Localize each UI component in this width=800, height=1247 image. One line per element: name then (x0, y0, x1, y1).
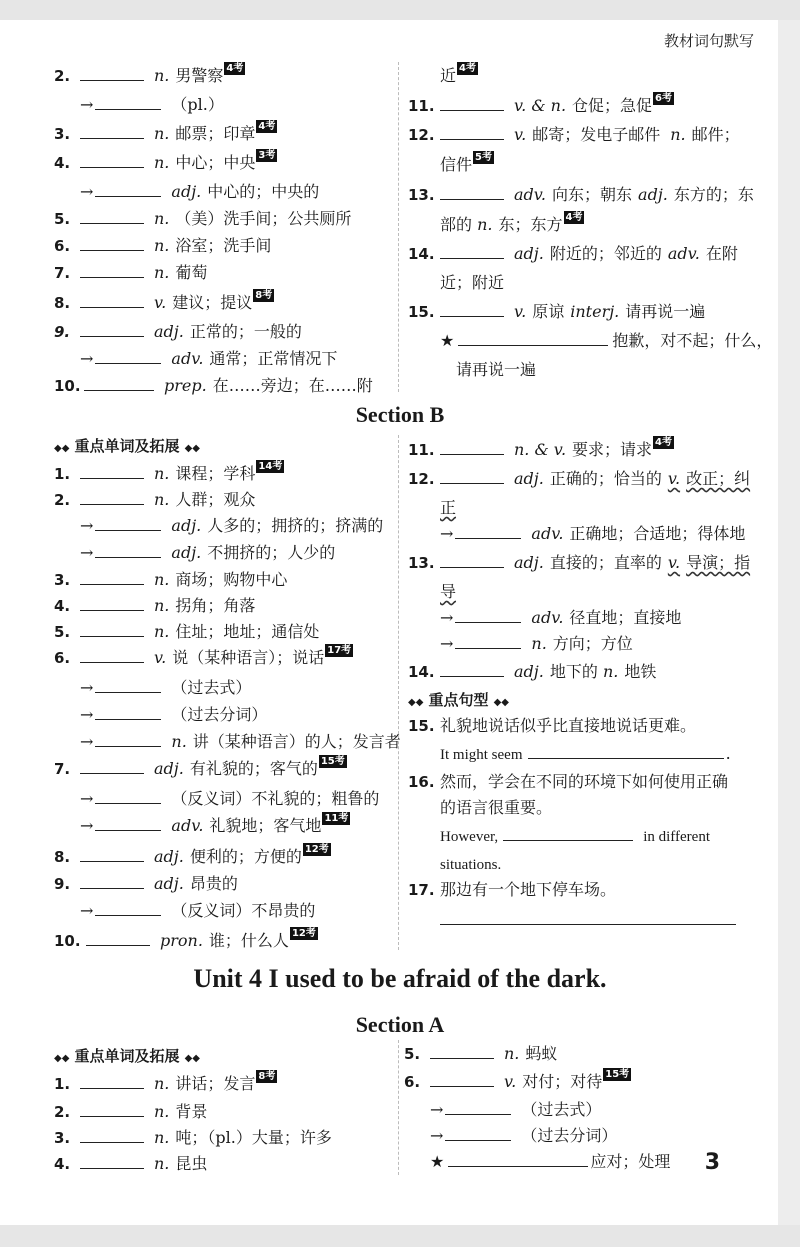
vocab-item: 8. adj. 便利的；方便的 12考 (54, 844, 329, 866)
answer-blank[interactable] (458, 327, 608, 346)
vocab-item: 1. n. 讲话；发言 8考 (54, 1071, 276, 1093)
answer-blank[interactable] (448, 1148, 588, 1167)
vocab-continuation: 近；附近 (440, 273, 505, 292)
exam-count-badge: 14考 (258, 461, 283, 472)
answer-blank[interactable] (95, 674, 161, 693)
answer-blank[interactable] (95, 728, 161, 747)
vocab-phrase: ★ 应对；处理 (404, 1148, 744, 1174)
vocab-derivative: → adj. 中心的；中央的 (54, 178, 394, 205)
sectionB-left-column (54, 432, 401, 957)
vocab-item: 14. adj. 附近的；邻近的 adv. 在附 (408, 240, 748, 269)
answer-blank[interactable] (95, 539, 161, 558)
star-icon: ★ (430, 1152, 445, 1171)
vocab-item: 7. n. 葡萄 (54, 259, 394, 289)
answer-blank[interactable] (445, 1122, 511, 1141)
answer-blank[interactable] (86, 927, 150, 946)
answer-blank[interactable] (440, 298, 504, 317)
vocab-item: 13. adj. 直接的；直率的 v. 导演；指 (408, 549, 748, 578)
answer-blank[interactable] (503, 822, 633, 841)
vocab-derivative: → （反义词）不昂贵的 (54, 897, 394, 927)
sentence-answer-line: However, in different (408, 822, 748, 850)
answer-blank[interactable] (80, 870, 144, 889)
vocab-item: 14. adj. 地下的 n. 地铁 (408, 658, 748, 686)
answer-blank[interactable] (440, 549, 504, 568)
answer-blank[interactable] (445, 1096, 511, 1115)
answer-blank[interactable] (95, 897, 161, 916)
answer-blank[interactable] (80, 289, 144, 308)
vocab-item: 10. pron. 谁；什么人 12考 (54, 928, 316, 950)
exam-count-badge: 5考 (475, 152, 492, 163)
diamond-bullet-icon: ◆◆ (184, 1053, 200, 1064)
vocab-item: 2. n. 人群；观众 (54, 486, 394, 512)
exam-count-badge: 4考 (655, 437, 673, 448)
vocab-derivative: → （过去式） (404, 1096, 744, 1122)
answer-blank[interactable] (430, 1068, 494, 1087)
vocab-continuation: 近 4考 (440, 63, 476, 85)
answer-blank[interactable] (80, 1124, 144, 1143)
answer-blank[interactable] (95, 512, 161, 531)
vocab-continuation: 请再说一遍 (456, 360, 537, 379)
vocab-continuation: 正 (440, 498, 457, 517)
bottom-margin-band (0, 1225, 800, 1247)
answer-blank[interactable] (80, 1070, 144, 1089)
exam-count-badge: 4考 (565, 212, 583, 223)
sectionA-left-column (54, 62, 394, 401)
diamond-bullet-icon: ◆◆ (493, 697, 509, 708)
section-a-title: Section A (355, 1012, 445, 1037)
page-number: 3 (704, 1150, 720, 1175)
answer-blank[interactable] (440, 436, 504, 455)
vocab-item: 3. n. 邮票；印章 4考 (54, 121, 276, 143)
answer-blank[interactable] (84, 372, 154, 391)
sentence-item: 17. 那边有一个地下停车场。 (408, 880, 617, 899)
answer-blank[interactable] (80, 618, 144, 637)
answer-blank[interactable] (80, 843, 144, 862)
answer-blank[interactable] (95, 701, 161, 720)
diamond-bullet-icon: ◆◆ (408, 697, 424, 708)
unit4-left-column (54, 1042, 394, 1176)
vocab-item: 5. n. （美）洗手间；公共厕所 (54, 205, 394, 232)
vocab-item: 9. adj. 正常的；一般的 (54, 318, 394, 345)
vocab-derivative: → （反义词）不礼貌的；粗鲁的 (54, 785, 394, 812)
answer-blank[interactable] (80, 644, 144, 663)
vocab-derivative: → adv. 通常；正常情况下 (54, 345, 394, 372)
vocab-continuation: 信件 5考 (440, 152, 492, 174)
exam-count-badge: 17考 (327, 645, 352, 656)
answer-blank[interactable] (80, 1150, 144, 1169)
answer-blank[interactable] (440, 465, 504, 484)
exam-count-badge: 4考 (459, 63, 476, 74)
vocab-derivative: → n. 方向；方位 (408, 630, 748, 658)
answer-blank[interactable] (80, 149, 144, 168)
exam-count-badge: 8考 (255, 290, 273, 301)
answer-blank[interactable] (95, 178, 161, 197)
answer-blank[interactable] (95, 785, 161, 804)
vocab-item: 11. v. & n. 仓促；急促 6考 (408, 93, 673, 115)
vocab-derivative: → （过去分词） (54, 701, 394, 728)
answer-blank[interactable] (430, 1040, 494, 1059)
vocab-item: 2. n. 背景 (54, 1098, 394, 1124)
answer-blank[interactable] (80, 232, 144, 251)
diamond-bullet-icon: ◆◆ (54, 1053, 70, 1064)
answer-blank[interactable] (95, 812, 161, 831)
vocab-section-heading: ◆◆ 重点单词及拓展 ◆◆ (54, 1047, 200, 1065)
diamond-bullet-icon: ◆◆ (54, 443, 70, 454)
exam-count-badge: 8考 (258, 1071, 276, 1082)
vocab-derivative: → n. 讲（某种语言）的人；发言者 (54, 728, 394, 755)
section-b-title: Section B (355, 402, 445, 427)
exam-count-badge: 3考 (258, 150, 276, 161)
answer-blank[interactable] (455, 604, 521, 623)
vocab-item: 13. adv. 向东；朝东 adj. 东方的；东 (408, 181, 748, 211)
exam-count-badge: 4考 (226, 63, 244, 74)
sentence-section-heading: ◆◆ 重点句型 ◆◆ (408, 691, 509, 709)
vocab-item: 3. n. 商场；购物中心 (54, 566, 394, 592)
answer-blank[interactable] (528, 740, 724, 759)
sentence-item: 16. 然而，学会在不同的环境下如何使用正确 (408, 772, 729, 791)
vocab-derivative: → adj. 人多的；拥挤的；挤满的 (54, 512, 394, 539)
vocab-item: 6. n. 浴室；洗手间 (54, 232, 394, 259)
vocab-item: 6. v. 对付；对待 15考 (404, 1069, 630, 1091)
vocab-continuation: 导 (440, 582, 457, 601)
vocab-item: 12. adj. 正确的；恰当的 v. 改正；纠 (408, 465, 748, 494)
vocab-item: 7. adj. 有礼貌的；客气的 15考 (54, 756, 345, 778)
sectionA-right-column (408, 62, 773, 385)
answer-blank[interactable] (80, 592, 144, 611)
vocab-item: 4. n. 拐角；角落 (54, 592, 394, 618)
vocab-derivative: → （pl.） (54, 91, 394, 120)
diamond-bullet-icon: ◆◆ (184, 443, 200, 454)
exam-count-badge: 12考 (304, 844, 329, 855)
vocab-derivative: → adv. 正确地；合适地；得体地 (408, 520, 748, 549)
side-margin-band (778, 20, 800, 1225)
vocab-item: 4. n. 中心；中央 3考 (54, 150, 276, 172)
unit-title: Unit 4 I used to be afraid of the dark. (193, 964, 607, 993)
answer-blank[interactable] (80, 566, 144, 585)
vocab-item: 8. v. 建议；提议 8考 (54, 290, 273, 312)
exam-count-badge: 4考 (258, 121, 276, 132)
answer-blank[interactable] (440, 240, 504, 259)
answer-blank[interactable] (80, 205, 144, 224)
exam-count-badge: 15考 (320, 756, 345, 767)
answer-blank[interactable] (80, 259, 144, 278)
answer-blank[interactable] (80, 318, 144, 337)
exam-count-badge: 6考 (655, 93, 673, 104)
answer-blank[interactable] (455, 520, 521, 539)
column-divider (398, 435, 400, 950)
sentence-answer-line (408, 906, 748, 934)
vocab-derivative: → （过去分词） (404, 1122, 744, 1148)
column-divider (398, 62, 400, 392)
answer-blank[interactable] (440, 92, 504, 111)
answer-blank[interactable] (95, 91, 161, 110)
vocab-item: 10. prep. 在……旁边；在……附 (54, 372, 394, 401)
answer-blank[interactable] (80, 1098, 144, 1117)
sentence-continuation: 的语言很重要。 (440, 798, 553, 817)
vocab-phrase: ★ 抱歉，对不起；什么， (408, 327, 748, 356)
vocab-derivative: → adv. 礼貌地；客气地 11考 (80, 813, 349, 835)
answer-blank[interactable] (440, 658, 504, 677)
exam-count-badge: 12考 (291, 928, 316, 939)
answer-blank[interactable] (440, 181, 504, 200)
answer-blank[interactable] (80, 486, 144, 505)
star-icon: ★ (440, 331, 455, 350)
answer-blank[interactable] (455, 630, 521, 649)
unit4-right-column (404, 1040, 744, 1174)
vocab-section-heading: ◆◆ 重点单词及拓展 ◆◆ (54, 437, 200, 455)
sentence-answer-line: It might seem . (408, 740, 748, 768)
vocab-item: 5. n. 住址；地址；通信处 (54, 618, 394, 644)
vocab-item: 5. n. 蚂蚁 (404, 1040, 744, 1068)
answer-blank[interactable] (440, 121, 504, 140)
top-margin-band (0, 0, 800, 20)
vocab-item: 15. v. 原谅 interj. 请再说一遍 (408, 298, 748, 327)
vocab-derivative: → adj. 不拥挤的；人少的 (54, 539, 394, 566)
answer-blank[interactable] (80, 62, 144, 81)
sectionB-right-column (408, 436, 751, 934)
exam-count-badge: 11考 (324, 813, 349, 824)
column-divider (398, 1040, 400, 1175)
answer-blank[interactable] (80, 460, 144, 479)
sentence-item: 15. 礼貌地说话似乎比直接地说话更难。 (408, 716, 697, 735)
answer-blank[interactable] (80, 120, 144, 139)
vocab-item: 1. n. 课程；学科 14考 (54, 461, 283, 483)
exam-count-badge: 15考 (605, 1069, 630, 1080)
vocab-item: 12. v. 邮寄；发电子邮件 n. 邮件； (408, 121, 748, 151)
vocab-item: 6. v. 说（某种语言）；说话 17考 (54, 645, 352, 667)
vocab-item: 11. n. & v. 要求；请求 4考 (408, 437, 673, 459)
vocab-continuation: 部的 n. 东；东方 4考 (440, 212, 583, 234)
vocab-derivative: → （过去式） (54, 674, 394, 701)
vocab-item: 2. n. 男警察 4考 (54, 63, 244, 85)
answer-blank[interactable] (95, 345, 161, 364)
header-tag: 教材词句默写 (663, 32, 754, 50)
vocab-item: 9. adj. 昂贵的 (54, 870, 394, 897)
vocab-item: 4. n. 昆虫 (54, 1150, 394, 1176)
vocab-item: 3. n. 吨；（pl.）大量；许多 (54, 1124, 394, 1150)
answer-blank[interactable] (80, 755, 144, 774)
vocab-derivative: → adv. 径直地；直接地 (408, 604, 748, 630)
sentence-continuation: situations. (440, 857, 502, 873)
answer-blank[interactable] (440, 906, 736, 925)
